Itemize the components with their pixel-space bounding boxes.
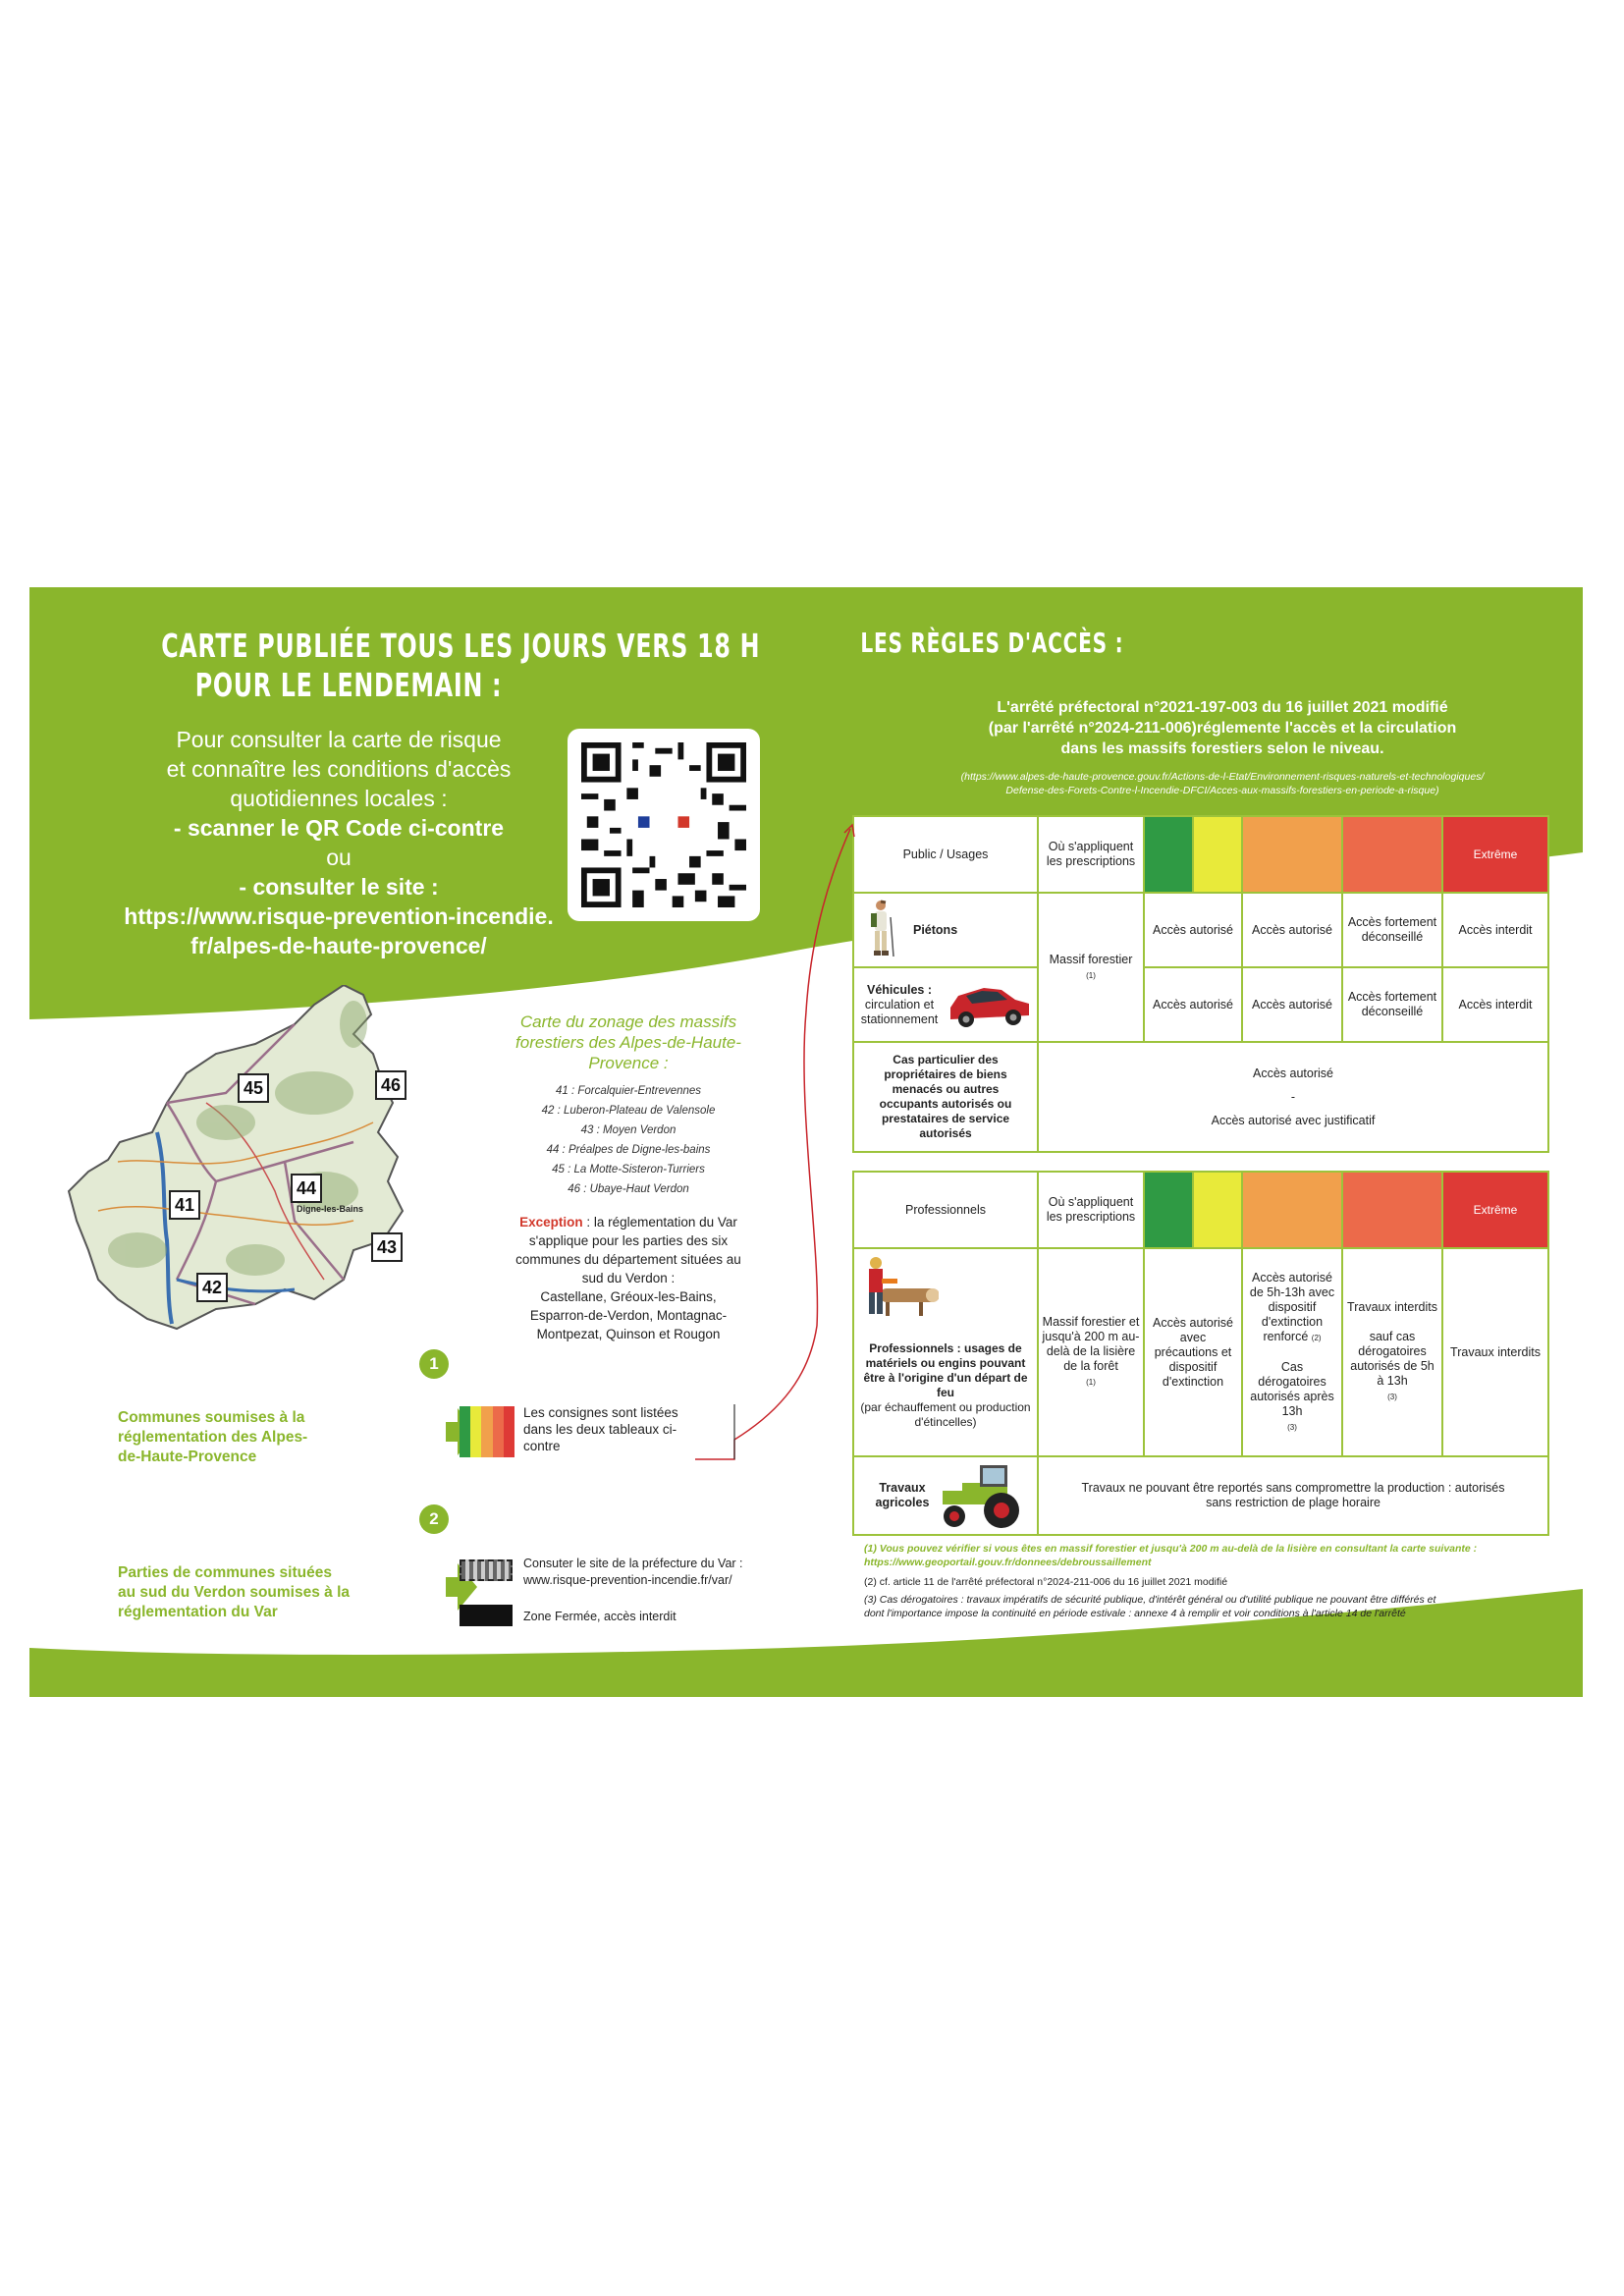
zonage-item: 41 : Forcalquier-Entrevennes	[555, 1085, 702, 1097]
site-url[interactable]: https://www.risque-prevention-incendie.	[124, 903, 554, 929]
level-extreme: Extrême	[1442, 1172, 1548, 1248]
consignes-text: Les consignes sont listées dans les deux tableaux ci-contre	[523, 1405, 678, 1453]
vehicules-extreme: Accès interdit	[1442, 967, 1548, 1042]
arrete-url[interactable]	[864, 770, 1581, 797]
zone-44-label: 44	[291, 1174, 322, 1203]
intro-line: Pour consulter la carte de risque	[176, 727, 502, 752]
level-red-orange	[1342, 816, 1442, 893]
row-travaux-agricoles	[853, 1456, 1038, 1535]
arrete-line: (par l'arrêté n°2024-211-006)réglemente l'accès et la circulation	[988, 720, 1457, 737]
massif-forestier-cell	[1038, 893, 1144, 1042]
step-2-badge: 2	[419, 1504, 449, 1534]
arrete-line: L'arrêté préfectoral n°2021-197-003 du 16 juillet 2021 modifié	[997, 699, 1448, 716]
zonage-item: 45 : La Motte-Sisteron-Turriers	[552, 1164, 705, 1175]
zonage-item: 42 : Luberon-Plateau de Valensole	[541, 1105, 716, 1117]
header-ou-prescriptions: Où s'appliquent les prescriptions	[1038, 816, 1144, 893]
pro-extreme: Travaux interdits	[1442, 1248, 1548, 1456]
professionnels-label: Professionnels : usages de matériels ou engins pouvant être à l'origine d'un départ de feu	[863, 1341, 1028, 1399]
row-pietons	[853, 893, 1038, 967]
vehicules-red-orange: Accès fortement déconseillé	[1342, 967, 1442, 1042]
vehicules-green: Accès autorisé	[1144, 967, 1242, 1042]
zonage-item: 46 : Ubaye-Haut Verdon	[568, 1183, 689, 1195]
pietons-red-orange: Accès fortement déconseillé	[1342, 893, 1442, 967]
geoportail-url[interactable]: https://www.geoportail.gouv.fr/donnees/debroussaillement	[864, 1557, 1152, 1568]
zone-41-label: 41	[169, 1190, 200, 1220]
level-extreme: Extrême	[1442, 816, 1548, 893]
department-map	[59, 985, 412, 1348]
right-title: LES RÈGLES D'ACCÈS :	[860, 627, 1124, 659]
footnote-ref: (1)	[1086, 970, 1096, 980]
zonage-item: 43 : Moyen Verdon	[580, 1124, 677, 1136]
footnote-line: (3) Cas dérogatoires : travaux impératifs de sécurité publique, d'intérêt général ou d'utilité publique ne pouvant être différés et	[864, 1594, 1436, 1606]
poster	[29, 587, 1583, 1697]
arrete-url-line: Defense-des-Forets-Contre-l-Incendie-DFCI/Acces-aux-massifs-forestiers-en-periode-a-risque)	[1005, 785, 1439, 796]
zonage-item: 44 : Préalpes de Digne-les-bains	[546, 1144, 711, 1156]
communes-2-text: Parties de communes situées au sud du Verdon soumises à la réglementation du Var	[118, 1564, 351, 1620]
zone-43-label: 43	[371, 1232, 403, 1262]
level-orange	[1242, 1172, 1342, 1248]
footnote-2: (2) cf. article 11 de l'arrêté préfectoral n°2024-211-006 du 16 juillet 2021 modifié	[864, 1576, 1228, 1588]
access-table-public	[852, 815, 1549, 1153]
level-green	[1144, 1172, 1193, 1248]
left-title-line2: POUR LE LENDEMAIN :	[194, 666, 503, 704]
pro-orange-cas: Cas dérogatoires autorisés après 13h	[1250, 1359, 1334, 1418]
connector-arrow	[693, 815, 860, 1463]
pro-red-orange	[1342, 1248, 1442, 1456]
footnote-ref: (3)	[1387, 1393, 1397, 1401]
exception-communes: Castellane, Gréoux-les-Bains, Esparron-de-Verdon, Montagnac-Montpezat, Quinson et Rougon	[529, 1289, 728, 1341]
zone-42-label: 42	[196, 1273, 228, 1302]
intro-text	[83, 725, 594, 960]
intro-line: et connaître les conditions d'accès	[166, 756, 512, 782]
intro-line: quotidiennes locales :	[230, 786, 448, 811]
vehicules-label: Véhicules :	[867, 982, 932, 997]
pro-red-cas: sauf cas dérogatoires autorisés de 5h à 13h	[1350, 1330, 1435, 1388]
pro-green: Accès autorisé avec précautions et dispositif d'extinction	[1144, 1248, 1242, 1456]
zone-fermee-text: Zone Fermée, accès interdit	[523, 1610, 677, 1623]
professionnels-text: (par échauffement ou production d'étincelles)	[860, 1400, 1031, 1429]
footnote-ref: (3)	[1287, 1422, 1297, 1432]
level-green	[1144, 816, 1193, 893]
footnote-3	[864, 1593, 1435, 1620]
zone-fermee-swatch	[460, 1605, 513, 1626]
cas-line: Accès autorisé	[1253, 1066, 1333, 1080]
var-zone-swatch	[460, 1559, 513, 1581]
pietons-extreme: Accès interdit	[1442, 893, 1548, 967]
tractor-icon	[937, 1461, 1031, 1530]
footnote-ref: (2)	[1311, 1333, 1322, 1342]
agricoles-value: Travaux ne pouvant être reportés sans compromettre la production : autorisés sans restriction de plage horaire	[1038, 1456, 1548, 1535]
pietons-label: Piétons	[913, 922, 958, 937]
zonage-title: Carte du zonage des massifs forestiers des Alpes-de-Haute-Provence :	[515, 1012, 741, 1072]
header-professionnels: Professionnels	[853, 1172, 1038, 1248]
massif-label: Massif forestier	[1049, 952, 1133, 966]
place-digne: Digne-les-Bains	[297, 1204, 364, 1214]
exception-label: Exception	[519, 1215, 583, 1230]
level-yellow	[1193, 1172, 1242, 1248]
footnote-ref: (1)	[1086, 1378, 1096, 1387]
arrete-line: dans les massifs forestiers selon le niveau.	[1060, 740, 1384, 757]
arrete-text	[884, 697, 1561, 759]
communes-1-text: Communes soumises à la réglementation des Alpes-de-Haute-Provence	[118, 1409, 308, 1465]
pietons-orange: Accès autorisé	[1242, 893, 1342, 967]
pro-orange	[1242, 1248, 1342, 1456]
level-red-orange	[1342, 1172, 1442, 1248]
hiker-icon	[864, 900, 897, 960]
var-url[interactable]: www.risque-prevention-incendie.fr/var/	[523, 1573, 732, 1587]
risk-levels-icon	[460, 1406, 514, 1457]
site-url[interactable]: fr/alpes-de-haute-provence/	[190, 933, 487, 958]
level-orange	[1242, 816, 1342, 893]
cas-dash: -	[1290, 1090, 1296, 1104]
zone-45-label: 45	[238, 1073, 269, 1103]
lumberjack-icon	[860, 1255, 939, 1318]
intro-line: - consulter le site :	[239, 874, 439, 900]
cas-line: Accès autorisé avec justificatif	[1211, 1114, 1376, 1127]
var-site-text[interactable]	[523, 1556, 798, 1589]
cas-particulier-value	[1038, 1042, 1548, 1152]
pro-red-text: Travaux interdits	[1347, 1300, 1437, 1314]
footnote-line: (1) Vous pouvez vérifier si vous êtes en massif forestier et jusqu'à 200 m au-delà de la lisière en consultant la carte suivante :	[864, 1543, 1478, 1555]
row-cas-particulier: Cas particulier des propriétaires de biens menacés ou autres occupants autorisés ou prestataires de service autorisés	[853, 1042, 1038, 1152]
footnote-1	[864, 1542, 1477, 1569]
vehicules-orange: Accès autorisé	[1242, 967, 1342, 1042]
header-ou-prescriptions: Où s'appliquent les prescriptions	[1038, 1172, 1144, 1248]
exception-text: : la réglementation du Var s'applique pour les parties des six communes du département situées au sud du Verdon :	[515, 1215, 741, 1285]
pro-orange-text: Accès autorisé de 5h-13h avec dispositif d'extinction renforcé	[1249, 1270, 1335, 1343]
pietons-green: Accès autorisé	[1144, 893, 1242, 967]
header-public-usages: Public / Usages	[853, 816, 1038, 893]
access-table-professionnels	[852, 1171, 1549, 1536]
intro-line: ou	[326, 845, 352, 870]
arrete-url-line: (https://www.alpes-de-haute-provence.gouv.fr/Actions-de-l-Etat/Environnement-risques-naturels-et-technologiques/	[960, 771, 1485, 783]
row-vehicules	[853, 967, 1038, 1042]
zone-46-label: 46	[375, 1070, 406, 1100]
level-yellow	[1193, 816, 1242, 893]
intro-line: - scanner le QR Code ci-contre	[173, 815, 505, 841]
massif-200m-cell	[1038, 1248, 1144, 1456]
car-icon	[945, 976, 1033, 1029]
massif-label: Massif forestier et jusqu'à 200 m au-delà de la lisière de la forêt	[1042, 1315, 1140, 1373]
step-1-badge: 1	[419, 1349, 449, 1379]
row-professionnels	[853, 1248, 1038, 1456]
vehicules-text: circulation et stationnement	[860, 997, 939, 1026]
footnote-line: dont l'importance impose la continuité en période estivale : annexe 4 à remplir et voir conditions à l'article 14 de l'arrêté	[864, 1608, 1406, 1619]
var-line: Consuter le site de la préfecture du Var :	[523, 1557, 743, 1570]
left-title-line1: CARTE PUBLIÉE TOUS LES JOURS VERS 18 H	[161, 627, 761, 665]
agricoles-label: Travaux agricoles	[875, 1481, 930, 1509]
